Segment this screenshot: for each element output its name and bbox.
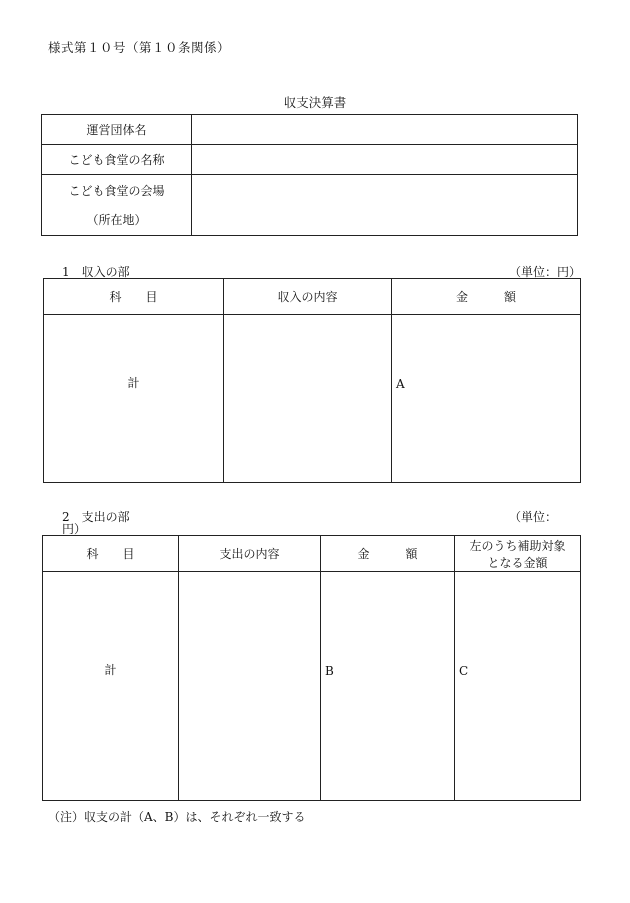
expense-subsidy-marker-c: C bbox=[459, 664, 469, 678]
income-section-title: 1 収入の部 bbox=[62, 265, 130, 279]
expense-content-cell[interactable] bbox=[179, 572, 321, 801]
expense-amount-cell[interactable] bbox=[321, 572, 455, 801]
income-subject-cell[interactable] bbox=[44, 315, 224, 483]
cafeteria-name-label: こども食堂の名称 bbox=[42, 145, 192, 175]
income-header-amount: 金 額 bbox=[392, 279, 581, 315]
expense-header-subsidy-line2: となる金額 bbox=[487, 555, 548, 570]
expense-section-title: 2 支出の部 bbox=[62, 510, 130, 524]
organization-info-table bbox=[41, 114, 578, 236]
document-title: 収支決算書 bbox=[283, 95, 347, 110]
expense-unit-label-wrap: 円） bbox=[62, 522, 87, 536]
expense-header-subsidy bbox=[455, 536, 581, 572]
income-table bbox=[43, 278, 581, 483]
footnote: （注）収支の計（A、B）は、それぞれ一致する bbox=[48, 810, 306, 824]
expense-unit-label: （単位： bbox=[509, 510, 558, 524]
income-amount-cell[interactable] bbox=[392, 315, 581, 483]
income-content-cell[interactable] bbox=[224, 315, 392, 483]
income-total-label: 計 bbox=[127, 375, 140, 390]
expense-subject-cell[interactable] bbox=[43, 572, 179, 801]
expense-subsidy-cell[interactable] bbox=[455, 572, 581, 801]
income-total-marker-a: A bbox=[396, 376, 405, 391]
org-name-label: 運営団体名 bbox=[42, 115, 192, 145]
income-unit-label: （単位：円） bbox=[509, 265, 582, 279]
expense-table bbox=[42, 535, 581, 801]
venue-field[interactable] bbox=[192, 175, 578, 236]
org-name-field[interactable] bbox=[192, 115, 578, 145]
location-label: （所在地） bbox=[86, 213, 147, 227]
cafeteria-name-field[interactable] bbox=[192, 145, 578, 175]
expense-header-subject: 科 目 bbox=[43, 536, 179, 572]
expense-header-subsidy-line1: 左のうち補助対象 bbox=[469, 538, 566, 553]
income-header-subject: 科 目 bbox=[44, 279, 224, 315]
expense-total-label: 計 bbox=[104, 663, 117, 677]
income-header-content: 収入の内容 bbox=[224, 279, 392, 315]
venue-label: こども食堂の会場 bbox=[68, 184, 165, 198]
expense-header-content: 支出の内容 bbox=[179, 536, 321, 572]
form-number: 様式第１０号（第１０条関係） bbox=[48, 40, 231, 55]
expense-header-amount: 金 額 bbox=[321, 536, 455, 572]
expense-total-marker-b: B bbox=[325, 664, 334, 678]
venue-label-cell bbox=[42, 175, 192, 236]
